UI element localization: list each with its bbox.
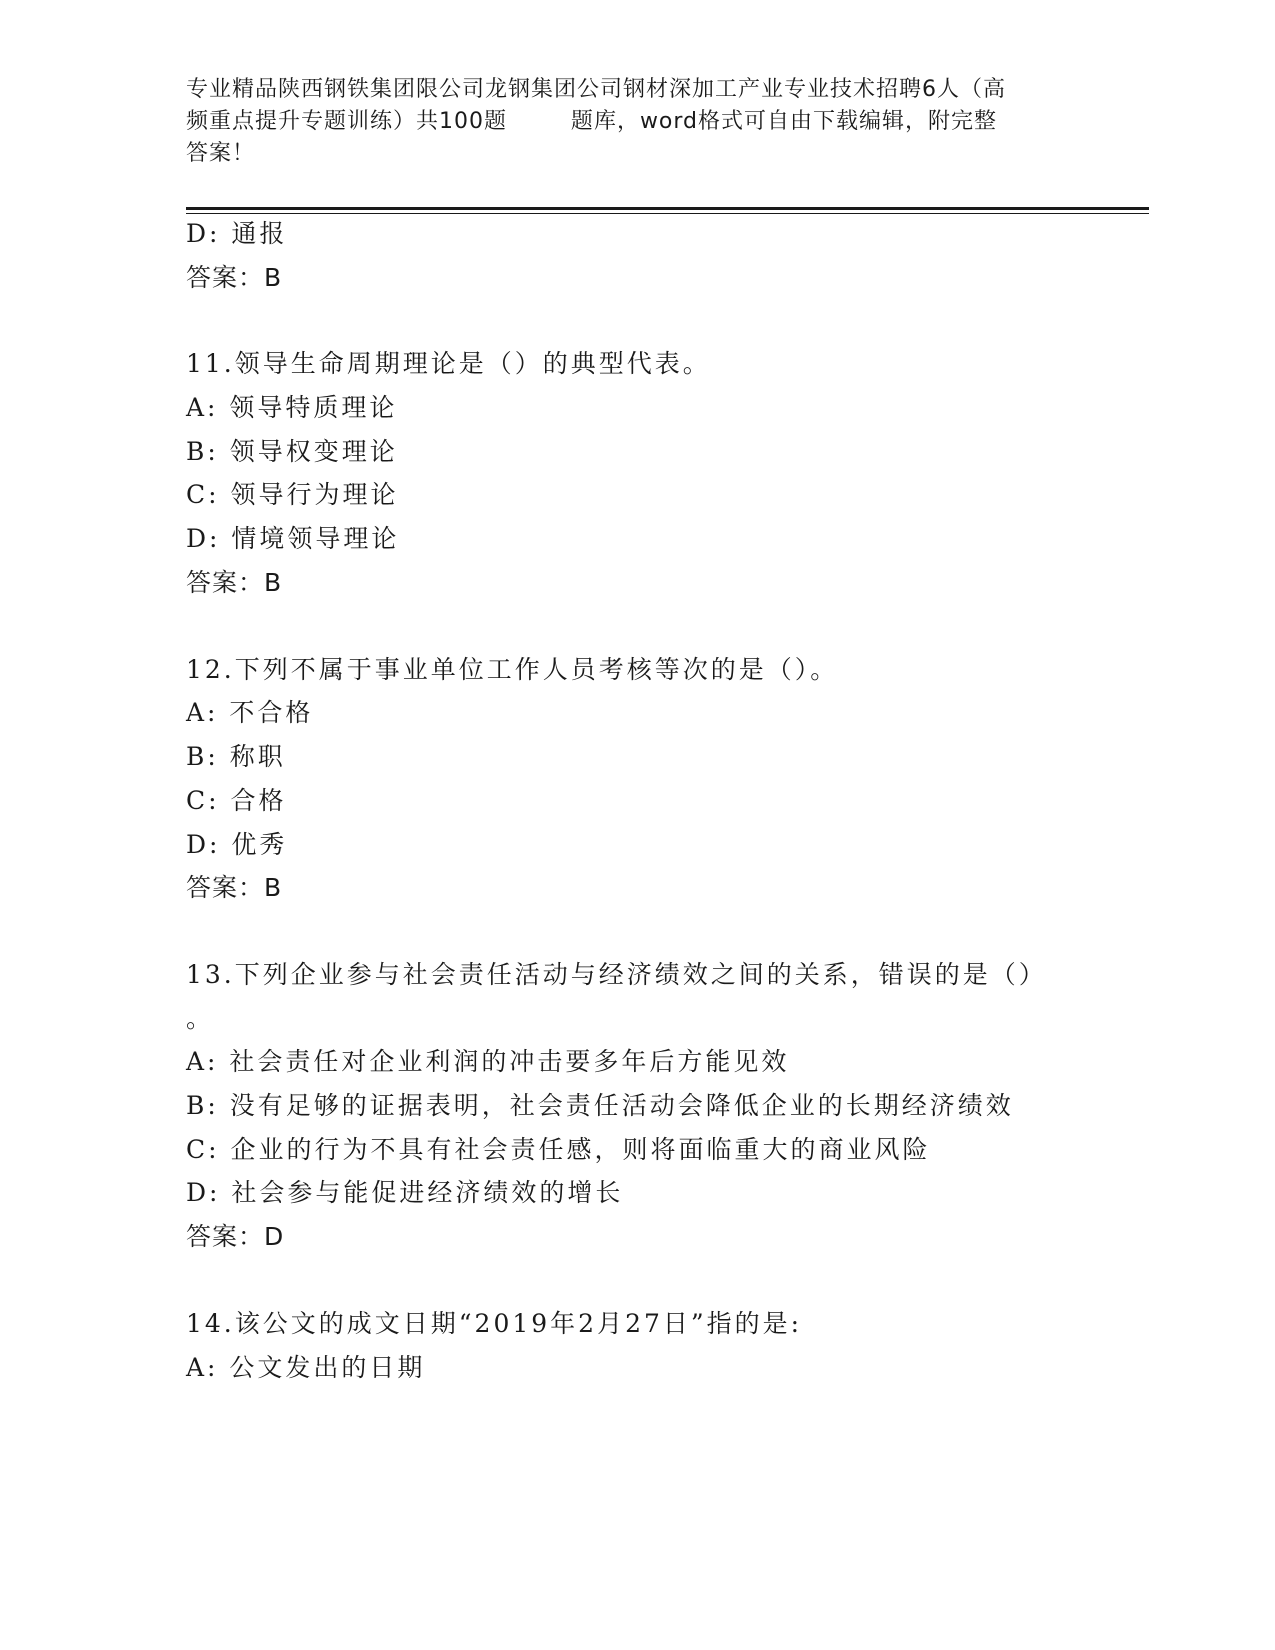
header-line-3: 答案！ [186, 141, 256, 166]
q12-answer: 答案：B [186, 873, 283, 902]
q11-option-d: D: 情境领导理论 [186, 524, 400, 553]
q14-option-a: A: 公文发出的日期 [186, 1353, 426, 1382]
q14-stem: 14.该公文的成文日期“2019年2月27日”指的是: [186, 1309, 803, 1338]
q12-option-b: B: 称职 [186, 742, 286, 771]
q13-option-c: C: 企业的行为不具有社会责任感，则将面临重大的商业风险 [186, 1135, 931, 1164]
q11-answer: 答案：B [186, 568, 283, 597]
document-header [186, 74, 1086, 170]
q13-stem-continuation: 。 [186, 1004, 215, 1033]
q13-option-a: A: 社会责任对企业利润的冲击要多年后方能见效 [186, 1047, 790, 1076]
prev-answer: 答案：B [186, 263, 283, 292]
q12-option-c: C: 合格 [186, 786, 287, 815]
q12-stem: 12.下列不属于事业单位工作人员考核等次的是（）。 [186, 655, 839, 684]
header-line-1: 专业精品陕西钢铁集团限公司龙钢集团公司钢材深加工产业专业技术招聘6人（高 [186, 77, 1006, 102]
q11-option-c: C: 领导行为理论 [186, 480, 399, 509]
q13-answer: 答案：D [186, 1222, 285, 1251]
q12-option-d: D: 优秀 [186, 830, 288, 859]
q11-option-a: A: 领导特质理论 [186, 393, 398, 422]
q12-option-a: A: 不合格 [186, 698, 314, 727]
header-divider-thin [186, 213, 1149, 214]
q11-stem: 11.领导生命周期理论是（）的典型代表。 [186, 349, 711, 378]
q13-option-d: D: 社会参与能促进经济绩效的增长 [186, 1178, 624, 1207]
header-divider-thick [186, 207, 1149, 210]
header-line-2: 频重点提升专题训练）共100题 题库，word格式可自由下载编辑，附完整 [186, 109, 998, 134]
q13-stem: 13.下列企业参与社会责任活动与经济绩效之间的关系，错误的是（） [186, 960, 1047, 989]
q11-option-b: B: 领导权变理论 [186, 437, 398, 466]
prev-option-d: D: 通报 [186, 219, 288, 248]
q13-option-b: B: 没有足够的证据表明，社会责任活动会降低企业的长期经济绩效 [186, 1091, 1014, 1120]
